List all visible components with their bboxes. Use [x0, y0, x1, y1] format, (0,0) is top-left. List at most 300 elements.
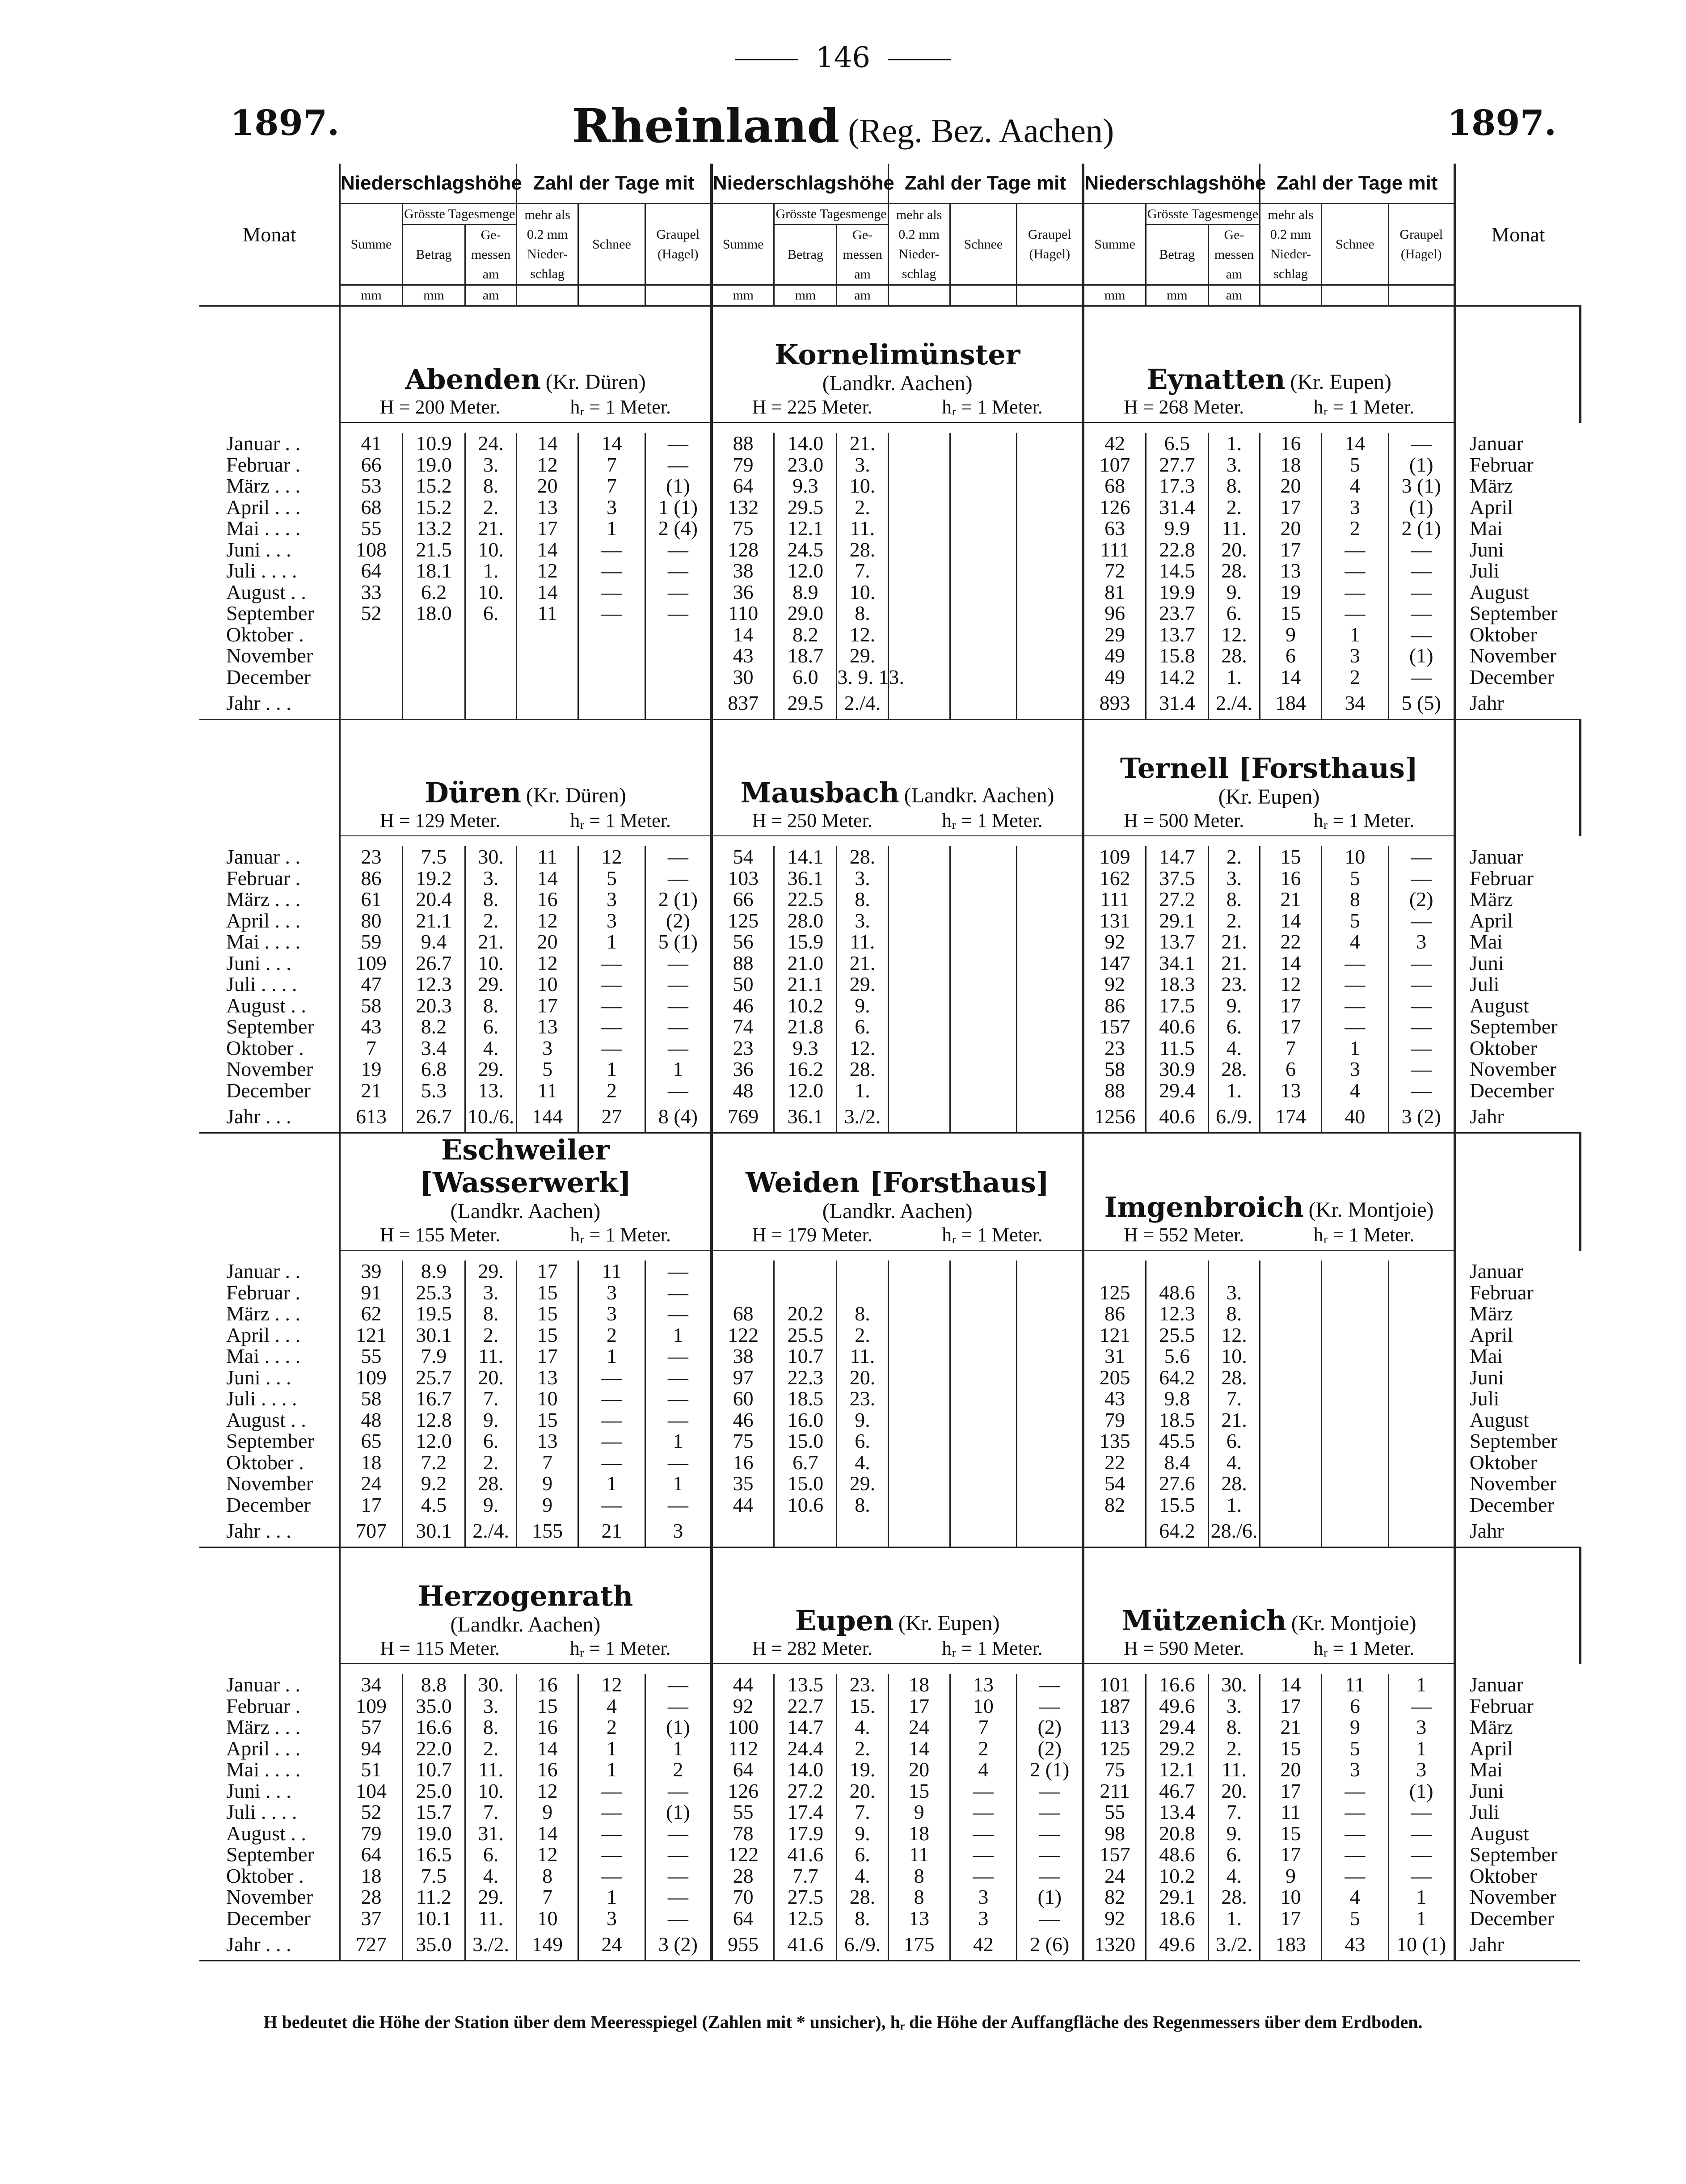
data-cell: 9.	[465, 1494, 516, 1516]
data-cell: 7	[950, 1716, 1017, 1738]
data-cell: 15	[888, 1780, 950, 1802]
data-cell: 3	[578, 889, 645, 910]
data-cell: 3.	[837, 454, 888, 476]
data-cell: 23.0	[774, 454, 837, 476]
data-cell: —	[1321, 1016, 1388, 1037]
data-cell	[950, 475, 1017, 497]
data-cell: 3	[578, 1908, 645, 1929]
data-cell: 38	[712, 560, 774, 582]
data-cell: 64.2	[1146, 1367, 1208, 1388]
data-cell: 8.	[837, 1494, 888, 1516]
month-label-right: Februar	[1469, 866, 1534, 890]
data-cell	[950, 889, 1017, 910]
table-row	[199, 1303, 1580, 1324]
month-label-right: Juni	[1469, 1366, 1504, 1389]
data-cell	[888, 1473, 950, 1494]
page-title: Rheinland (Reg. Bez. Aachen)	[572, 98, 1114, 153]
data-cell: 2	[645, 1759, 712, 1780]
data-cell: 13.7	[1146, 931, 1208, 953]
month-label: Oktober .	[199, 1452, 340, 1473]
data-cell	[1017, 497, 1083, 518]
year-cell	[1017, 687, 1083, 720]
data-cell: 108	[340, 539, 402, 561]
table-row	[199, 666, 1580, 688]
data-cell	[1017, 1367, 1083, 1388]
year-cell	[1260, 1515, 1322, 1547]
data-cell: 109	[1083, 846, 1146, 868]
data-cell: 3.	[837, 868, 888, 889]
year-cell: 727	[340, 1929, 402, 1961]
data-cell: 23.7	[1146, 603, 1208, 624]
data-cell: 3	[578, 910, 645, 932]
header-betrag: Betrag	[1146, 225, 1208, 285]
data-cell: 22.5	[774, 889, 837, 910]
data-cell: (2)	[1388, 889, 1455, 910]
data-cell: 23	[1083, 1037, 1146, 1059]
data-cell: 13	[517, 1016, 578, 1037]
data-cell: 30.9	[1146, 1058, 1208, 1080]
data-cell	[517, 666, 578, 688]
data-cell: 4.	[837, 1865, 888, 1887]
data-cell: 7.5	[402, 1865, 465, 1887]
year-cell	[950, 1101, 1017, 1133]
table-row	[199, 603, 1580, 624]
data-cell	[578, 645, 645, 666]
data-cell: 3.4	[402, 1037, 465, 1059]
data-cell: 14.0	[774, 1759, 837, 1780]
data-cell: —	[645, 1409, 712, 1431]
data-cell: 13.4	[1146, 1801, 1208, 1823]
data-cell: 15.5	[1146, 1494, 1208, 1516]
header-gemessen: Ge-messen am	[465, 225, 516, 285]
gauge-height: hᵣ = 1 Meter.	[570, 810, 671, 831]
month-label: Juli . . . .	[199, 560, 340, 582]
data-cell: 3 (1)	[1388, 475, 1455, 497]
data-cell: 1	[1321, 1037, 1388, 1059]
data-cell: 65	[340, 1430, 402, 1452]
data-cell	[1321, 1430, 1388, 1452]
data-cell: 9.	[837, 995, 888, 1016]
data-cell: 22	[1083, 1452, 1146, 1473]
data-cell: 1	[578, 1058, 645, 1080]
year-cell: 10./6.	[465, 1101, 516, 1133]
header-schnee: Schnee	[578, 204, 645, 285]
data-cell: 1	[645, 1738, 712, 1759]
month-label-right: Oktober	[1469, 1864, 1537, 1887]
data-cell: 6	[1321, 1695, 1388, 1717]
data-cell: 24.5	[774, 539, 837, 561]
data-cell: 8.	[1208, 1303, 1260, 1324]
data-cell	[1321, 1452, 1388, 1473]
data-cell: 56	[712, 931, 774, 953]
data-cell: —	[645, 868, 712, 889]
table-row	[199, 1430, 1580, 1452]
header-unit-mm: mm	[712, 285, 774, 306]
table-row	[199, 518, 1580, 539]
data-cell	[1017, 1261, 1083, 1282]
data-cell: 51	[340, 1759, 402, 1780]
data-cell: 49.6	[1146, 1695, 1208, 1717]
data-cell: 11	[517, 1080, 578, 1101]
data-cell: 22.0	[402, 1738, 465, 1759]
table-row	[199, 1494, 1580, 1516]
station-height: H = 500 Meter.	[1124, 810, 1244, 831]
data-cell	[888, 1345, 950, 1367]
data-cell: —	[578, 974, 645, 995]
data-cell: 25.0	[402, 1780, 465, 1802]
month-label-right: August	[1469, 580, 1529, 603]
data-cell: 14	[1260, 1674, 1322, 1695]
data-cell	[888, 475, 950, 497]
data-cell: 10	[517, 974, 578, 995]
data-cell: 21.	[1208, 931, 1260, 953]
data-cell: —	[645, 953, 712, 974]
data-cell: 12.1	[1146, 1759, 1208, 1780]
data-cell: 11.	[837, 1345, 888, 1367]
data-cell: 21.	[837, 953, 888, 974]
data-cell: 19	[340, 1058, 402, 1080]
table-row	[199, 475, 1580, 497]
data-cell: 3.	[1208, 868, 1260, 889]
data-cell: —	[1388, 582, 1455, 603]
data-cell	[950, 1473, 1017, 1494]
gauge-height: hᵣ = 1 Meter.	[942, 396, 1043, 418]
data-cell: —	[645, 1844, 712, 1865]
header-niederschlag: Niederschlagshöhe	[1083, 164, 1260, 204]
data-cell: (1)	[1388, 645, 1455, 666]
year-cell	[950, 687, 1017, 720]
data-cell: 64	[712, 475, 774, 497]
data-cell: 6.	[465, 1430, 516, 1452]
data-cell	[1017, 931, 1083, 953]
data-cell: 11	[578, 1261, 645, 1282]
data-cell	[837, 1282, 888, 1303]
data-cell	[950, 433, 1017, 454]
data-cell: —	[645, 846, 712, 868]
gauge-height: hᵣ = 1 Meter.	[569, 1637, 671, 1659]
data-cell: —	[578, 1780, 645, 1802]
data-cell: 81	[1083, 582, 1146, 603]
table-row	[199, 624, 1580, 645]
data-cell: 9.4	[402, 931, 465, 953]
data-cell: 13	[517, 497, 578, 518]
data-cell: 17	[1260, 1695, 1322, 1717]
data-cell	[1146, 1261, 1208, 1282]
data-cell: 15.7	[402, 1801, 465, 1823]
data-cell: 74	[712, 1016, 774, 1037]
data-cell: 21.1	[402, 910, 465, 932]
data-cell: 10.	[837, 582, 888, 603]
station-district: (Kr. Montjoie)	[1291, 1611, 1416, 1635]
month-label: November	[199, 1058, 340, 1080]
month-label: Oktober .	[199, 1037, 340, 1059]
data-cell: 29.	[837, 1473, 888, 1494]
month-label: Juni . . .	[199, 1780, 340, 1802]
data-cell: 22.7	[774, 1695, 837, 1717]
data-cell: —	[645, 1261, 712, 1282]
data-cell: 14	[888, 1738, 950, 1759]
data-cell: —	[645, 1780, 712, 1802]
data-cell: 21.1	[774, 974, 837, 995]
data-cell: 42	[1083, 433, 1146, 454]
data-cell	[645, 666, 712, 688]
station-name: Weiden [Forsthaus]	[746, 1166, 1050, 1199]
table-row	[199, 1367, 1580, 1388]
data-cell: 3	[1321, 645, 1388, 666]
data-cell: —	[578, 1430, 645, 1452]
data-cell: 1	[645, 1058, 712, 1080]
data-cell: 68	[712, 1303, 774, 1324]
data-cell: 17.3	[1146, 475, 1208, 497]
data-cell	[1321, 1261, 1388, 1282]
data-cell: —	[1321, 1844, 1388, 1865]
data-cell: 12.0	[402, 1430, 465, 1452]
data-cell: —	[1321, 974, 1388, 995]
data-cell: 1.	[465, 560, 516, 582]
data-cell: 5	[1321, 1908, 1388, 1929]
month-label: August . .	[199, 995, 340, 1016]
station-header	[1083, 306, 1454, 423]
data-cell: 28.	[1208, 1367, 1260, 1388]
data-cell	[888, 645, 950, 666]
data-cell: —	[1321, 1823, 1388, 1844]
data-cell: 64	[340, 1844, 402, 1865]
station-height: H = 129 Meter.	[380, 810, 501, 831]
data-cell: 16	[1260, 433, 1322, 454]
data-cell: (1)	[645, 1716, 712, 1738]
data-cell: 31.	[465, 1823, 516, 1844]
data-cell	[1017, 582, 1083, 603]
data-cell: —	[1388, 995, 1455, 1016]
data-cell: 28.	[837, 846, 888, 868]
year-cell: 149	[517, 1929, 578, 1961]
page-number: 146	[0, 41, 1686, 74]
year-cell: 175	[888, 1929, 950, 1961]
data-cell: 12	[517, 1780, 578, 1802]
data-cell	[888, 1430, 950, 1452]
data-cell: 5.3	[402, 1080, 465, 1101]
table-row	[199, 1058, 1580, 1080]
data-cell: 1	[645, 1473, 712, 1494]
data-cell: 8.9	[774, 582, 837, 603]
data-cell: 4.	[837, 1716, 888, 1738]
data-cell	[517, 645, 578, 666]
data-cell: 7	[578, 454, 645, 476]
month-label-right: April	[1469, 1737, 1513, 1760]
data-cell: 12	[578, 1674, 645, 1695]
data-cell: 3	[1388, 1759, 1455, 1780]
data-cell: 13.5	[774, 1674, 837, 1695]
data-cell: 7	[1260, 1037, 1322, 1059]
month-label-right: März	[1469, 1302, 1513, 1325]
data-cell: 8	[1321, 889, 1388, 910]
station-height: H = 200 Meter.	[380, 396, 501, 418]
data-cell: 9.2	[402, 1473, 465, 1494]
data-cell	[1388, 1388, 1455, 1409]
data-cell: 24	[1083, 1865, 1146, 1887]
data-cell	[950, 518, 1017, 539]
data-cell: —	[1388, 624, 1455, 645]
data-cell	[950, 931, 1017, 953]
data-cell: 9.	[837, 1823, 888, 1844]
header-zahl-der-tage: Zahl der Tage mit	[1260, 164, 1455, 204]
station-height: H = 282 Meter.	[752, 1637, 873, 1659]
data-cell	[340, 666, 402, 688]
data-cell	[888, 1494, 950, 1516]
data-cell: 7.5	[402, 846, 465, 868]
data-cell: 157	[1083, 1844, 1146, 1865]
year-cell: 26.7	[402, 1101, 465, 1133]
data-cell: 9.	[465, 1409, 516, 1431]
data-cell: 40.6	[1146, 1016, 1208, 1037]
year-cell: 613	[340, 1101, 402, 1133]
data-cell: 15.2	[402, 475, 465, 497]
data-cell: 29.	[465, 1261, 516, 1282]
data-cell	[888, 953, 950, 974]
data-cell: 97	[712, 1367, 774, 1388]
data-cell: 27.7	[1146, 454, 1208, 476]
data-cell: (1)	[1388, 1780, 1455, 1802]
data-cell: 28.	[837, 1886, 888, 1908]
data-cell: 31	[1083, 1345, 1146, 1367]
data-cell: 37	[340, 1908, 402, 1929]
data-cell	[950, 560, 1017, 582]
data-cell: 17.9	[774, 1823, 837, 1844]
data-cell	[1260, 1367, 1322, 1388]
data-cell	[517, 624, 578, 645]
header-unit-am: am	[465, 285, 516, 306]
station-header	[1083, 1547, 1454, 1665]
data-cell: 58	[340, 995, 402, 1016]
month-label: April . . .	[199, 1324, 340, 1346]
station-header	[712, 720, 1083, 837]
data-cell	[1321, 1367, 1388, 1388]
data-cell: 8.	[465, 475, 516, 497]
data-cell: 12.1	[774, 518, 837, 539]
data-cell: 79	[340, 1823, 402, 1844]
header-groesste: Grösste Tagesmenge	[402, 204, 516, 225]
data-cell: 21	[1260, 889, 1322, 910]
year-cell	[888, 687, 950, 720]
data-cell: —	[1388, 603, 1455, 624]
data-cell	[950, 1367, 1017, 1388]
data-cell	[950, 1058, 1017, 1080]
data-cell: 3.	[465, 1282, 516, 1303]
station-district-line: (Landkr. Aachen)	[822, 371, 973, 395]
data-cell: 75	[1083, 1759, 1146, 1780]
month-label-right: November	[1469, 1058, 1556, 1080]
data-cell: 45.5	[1146, 1430, 1208, 1452]
data-cell: 122	[712, 1844, 774, 1865]
data-cell	[950, 953, 1017, 974]
month-label: September	[199, 1844, 340, 1865]
jahr-label-right: Jahr	[1455, 687, 1580, 720]
table-row	[199, 974, 1580, 995]
month-label-right: Mai	[1469, 930, 1503, 953]
data-cell: 20.3	[402, 995, 465, 1016]
year-cell: 30.1	[402, 1515, 465, 1547]
header-monat-right: Monat	[1455, 164, 1580, 306]
data-cell: 109	[340, 1695, 402, 1717]
data-cell: 25.3	[402, 1282, 465, 1303]
data-cell: 13	[517, 1430, 578, 1452]
table-row	[199, 454, 1580, 476]
station-district: (Kr. Eupen)	[898, 1611, 1000, 1635]
year-cell: 2./4.	[465, 1515, 516, 1547]
data-cell: 6.0	[774, 666, 837, 688]
data-cell: 43	[340, 1016, 402, 1037]
data-cell	[1321, 1473, 1388, 1494]
data-cell	[712, 1261, 774, 1282]
data-cell: 15.0	[774, 1430, 837, 1452]
data-cell: 109	[340, 1367, 402, 1388]
data-cell: 18.5	[774, 1388, 837, 1409]
data-cell: 2	[578, 1080, 645, 1101]
month-label: Februar .	[199, 1282, 340, 1303]
data-cell: 9.	[1208, 1823, 1260, 1844]
month-label-right: Juni	[1469, 951, 1504, 974]
data-cell	[774, 1282, 837, 1303]
data-cell: 6.	[837, 1430, 888, 1452]
data-cell: 14.7	[774, 1716, 837, 1738]
header-graupel: Graupel (Hagel)	[1017, 204, 1083, 285]
data-cell: 12.5	[774, 1908, 837, 1929]
data-cell: 29.1	[1146, 910, 1208, 932]
data-cell: 14	[517, 582, 578, 603]
month-label: Oktober .	[199, 1865, 340, 1887]
month-label-right: Juli	[1469, 559, 1500, 582]
data-cell: 16.0	[774, 1409, 837, 1431]
data-cell: 14	[517, 433, 578, 454]
data-cell: 19.9	[1146, 582, 1208, 603]
table-row	[199, 1452, 1580, 1473]
data-cell: 8.	[837, 889, 888, 910]
data-cell	[1260, 1473, 1322, 1494]
data-cell: 55	[340, 1345, 402, 1367]
data-cell: 21.5	[402, 539, 465, 561]
data-cell	[888, 1037, 950, 1059]
data-cell	[1017, 1016, 1083, 1037]
data-cell: 1	[645, 1324, 712, 1346]
station-header	[340, 1547, 711, 1665]
month-label-right: August	[1469, 994, 1529, 1017]
table-row	[199, 497, 1580, 518]
month-label: Mai . . . .	[199, 518, 340, 539]
data-cell: 2.	[837, 1324, 888, 1346]
data-cell: 1	[578, 1473, 645, 1494]
data-cell: 9	[517, 1494, 578, 1516]
data-cell: 2 (4)	[645, 518, 712, 539]
data-cell: 27.5	[774, 1886, 837, 1908]
data-cell: 10	[517, 1908, 578, 1929]
month-label: April . . .	[199, 910, 340, 932]
table-row	[199, 1016, 1580, 1037]
data-cell: 26.7	[402, 953, 465, 974]
data-cell	[465, 645, 516, 666]
data-cell: 12.3	[1146, 1303, 1208, 1324]
data-cell: 4.	[837, 1452, 888, 1473]
data-cell: 21.	[837, 433, 888, 454]
year-cell: 3./2.	[837, 1101, 888, 1133]
data-cell: 15.2	[402, 497, 465, 518]
header-betrag: Betrag	[774, 225, 837, 285]
data-cell: 55	[712, 1801, 774, 1823]
data-cell: 9	[888, 1801, 950, 1823]
data-cell: 16.2	[774, 1058, 837, 1080]
data-cell: —	[645, 1695, 712, 1717]
data-cell: 11	[517, 846, 578, 868]
data-cell: 41	[340, 433, 402, 454]
